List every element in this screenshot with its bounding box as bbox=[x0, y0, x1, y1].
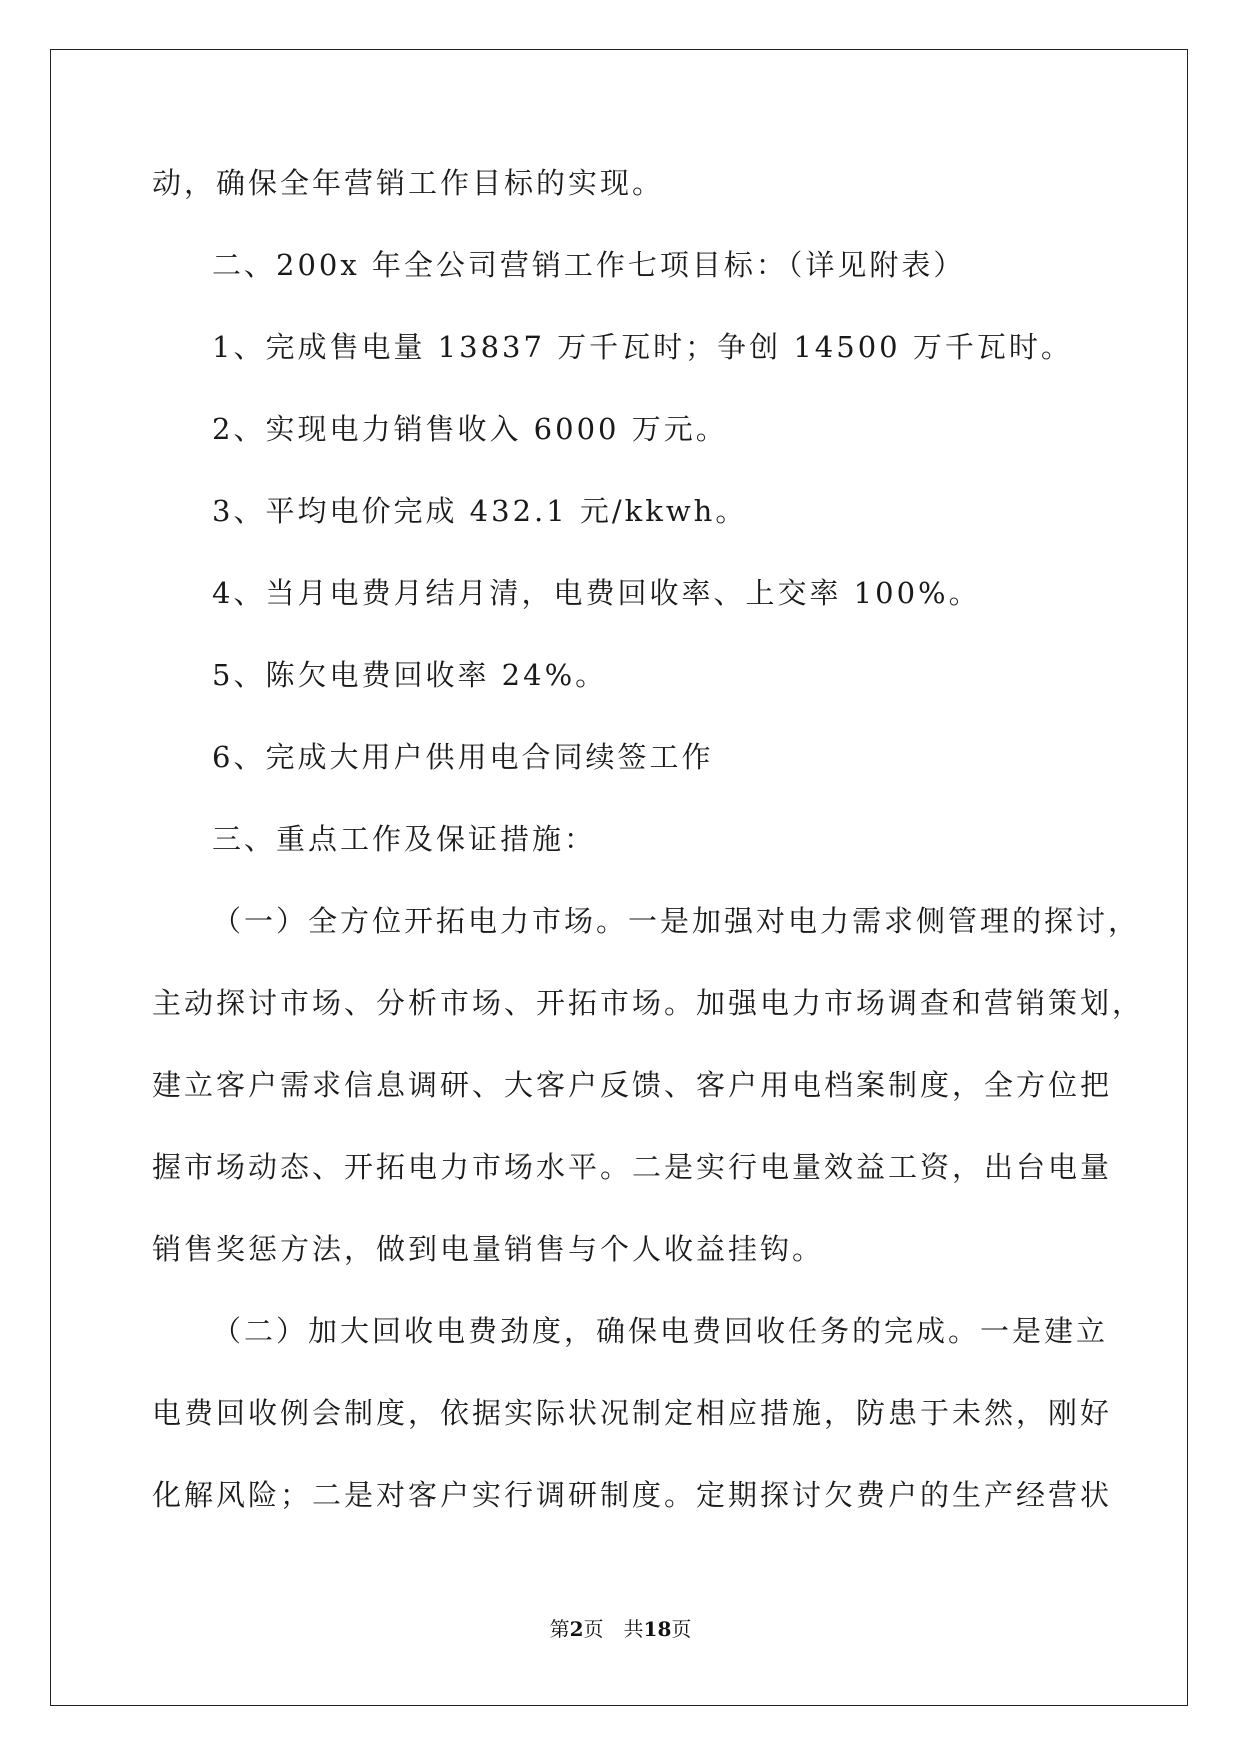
text-line: 电费回收例会制度，依据实际状况制定相应措施，防患于未然，刚好 bbox=[152, 1396, 1113, 1430]
text-line: 2、实现电力销售收入 6000 万元。 bbox=[212, 412, 728, 446]
text-line: 动，确保全年营销工作目标的实现。 bbox=[152, 166, 665, 200]
page-footer bbox=[0, 1617, 1241, 1641]
text-line: 1、完成售电量 13837 万千瓦时；争创 14500 万千瓦时。 bbox=[212, 330, 1073, 364]
text-line: 化解风险；二是对客户实行调研制度。定期探讨欠费户的生产经营状 bbox=[152, 1478, 1113, 1512]
text-line: 销售奖惩方法，做到电量销售与个人收益挂钩。 bbox=[152, 1232, 825, 1266]
text-line: 5、陈欠电费回收率 24%。 bbox=[212, 658, 608, 692]
text-line: 3、平均电价完成 432.1 元/kkwh。 bbox=[212, 494, 748, 528]
text-line: （二）加大回收电费劲度，确保电费回收任务的完成。一是建立 bbox=[212, 1314, 1109, 1348]
footer-prefix: 第 bbox=[549, 1617, 570, 1641]
document-body bbox=[152, 163, 1145, 1557]
text-line: 二、200x 年全公司营销工作七项目标：（详见附表） bbox=[212, 248, 966, 282]
page-number: 2 bbox=[569, 1617, 584, 1641]
text-line: 建立客户需求信息调研、大客户反馈、客户用电档案制度，全方位把 bbox=[152, 1068, 1113, 1102]
text-line: 主动探讨市场、分析市场、开拓市场。加强电力市场调查和营销策划， bbox=[152, 986, 1145, 1020]
footer-middle: 页 共 bbox=[583, 1617, 644, 1641]
total-pages: 18 bbox=[643, 1617, 672, 1641]
text-line: 握市场动态、开拓电力市场水平。二是实行电量效益工资，出台电量 bbox=[152, 1150, 1113, 1184]
text-line: （一）全方位开拓电力市场。一是加强对电力需求侧管理的探讨， bbox=[212, 904, 1141, 938]
text-line: 6、完成大用户供用电合同续签工作 bbox=[212, 740, 714, 774]
footer-suffix: 页 bbox=[671, 1617, 692, 1641]
text-line: 三、重点工作及保证措施： bbox=[212, 822, 597, 856]
text-line: 4、当月电费月结月清，电费回收率、上交率 100%。 bbox=[212, 576, 981, 610]
